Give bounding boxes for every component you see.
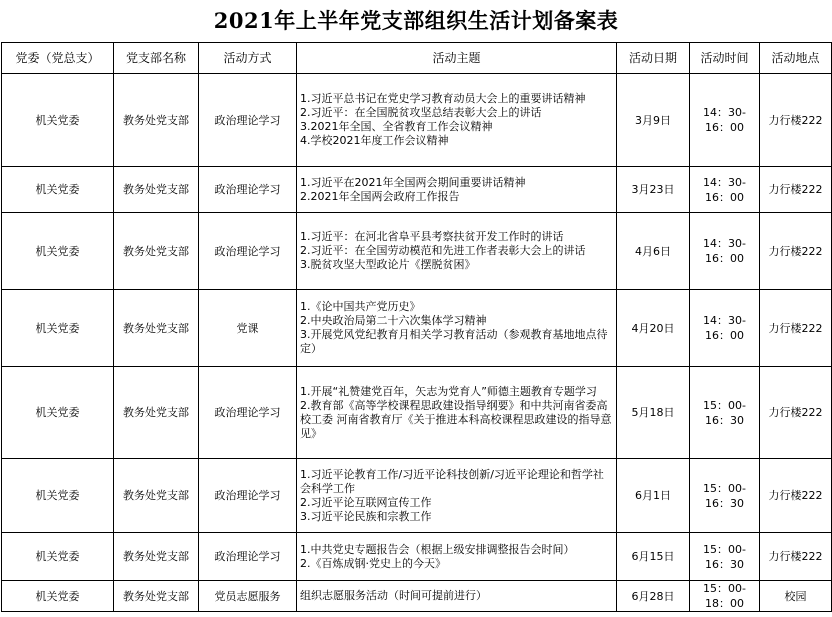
header-date: 活动日期 <box>617 43 690 74</box>
topic-item: 1.中共党史专题报告会（根据上级安排调整报告会时间） <box>300 542 575 556</box>
topic-item: 2.《百炼成钢·党史上的今天》 <box>300 556 446 570</box>
topic-cell <box>297 367 617 459</box>
committee-cell: 机关党委 <box>2 167 114 213</box>
committee-cell: 机关党委 <box>2 213 114 290</box>
topic-item: 2.习近平：在全国劳动模范和先进工作者表彰大会上的讲话 <box>300 244 586 257</box>
place-cell: 校园 <box>760 581 832 612</box>
header-row <box>2 43 832 74</box>
header-place: 活动地点 <box>760 43 832 74</box>
table-row <box>2 290 832 367</box>
place-cell: 力行楼222 <box>760 459 832 533</box>
topic-item: 3.脱贫攻坚大型政论片《摆脱贫困》 <box>300 258 476 271</box>
method-cell: 政治理论学习 <box>199 533 297 581</box>
place-cell: 力行楼222 <box>760 533 832 581</box>
topic-item: 3.开展党风党纪教育月相关学习教育活动（参观教育基地地点待定） <box>300 328 608 355</box>
time-cell: 14：30-16：00 <box>690 213 760 290</box>
time-cell: 15：00-18：00 <box>690 581 760 612</box>
topic-cell <box>297 533 617 581</box>
table-row <box>2 459 832 533</box>
date-cell: 3月23日 <box>617 167 690 213</box>
branch-cell: 教务处党支部 <box>114 167 199 213</box>
topic-item: 3.2021年全国、全省教育工作会议精神 <box>300 120 493 133</box>
topic-item: 3.习近平论民族和宗教工作 <box>300 509 432 523</box>
date-cell: 4月20日 <box>617 290 690 367</box>
method-cell: 党课 <box>199 290 297 367</box>
committee-cell: 机关党委 <box>2 367 114 459</box>
header-committee: 党委（党总支） <box>2 43 114 74</box>
branch-cell: 教务处党支部 <box>114 533 199 581</box>
topic-cell <box>297 290 617 367</box>
committee-cell: 机关党委 <box>2 74 114 167</box>
method-cell: 政治理论学习 <box>199 213 297 290</box>
time-cell: 14：30-16：00 <box>690 290 760 367</box>
topic-item: 2.习近平：在全国脱贫攻坚总结表彰大会上的讲话 <box>300 106 542 119</box>
topic-item: 1.开展“礼赞建党百年，矢志为党育人”师德主题教育专题学习 <box>300 384 597 398</box>
place-cell: 力行楼222 <box>760 213 832 290</box>
place-cell: 力行楼222 <box>760 74 832 167</box>
topic-item: 1.习近平在2021年全国两会期间重要讲话精神 <box>300 175 526 189</box>
table-row <box>2 367 832 459</box>
committee-cell: 机关党委 <box>2 581 114 612</box>
place-cell: 力行楼222 <box>760 167 832 213</box>
date-cell: 4月6日 <box>617 213 690 290</box>
topic-item: 2.2021年全国两会政府工作报告 <box>300 189 460 203</box>
page-title: 2021年上半年党支部组织生活计划备案表 <box>213 8 619 33</box>
topic-item: 1.《论中国共产党历史》 <box>300 300 421 313</box>
topic-item: 1.习近平：在河北省阜平县考察扶贫开发工作时的讲话 <box>300 230 564 243</box>
branch-cell: 教务处党支部 <box>114 581 199 612</box>
date-cell: 6月28日 <box>617 581 690 612</box>
time-cell: 15：00-16：30 <box>690 459 760 533</box>
topic-cell <box>297 459 617 533</box>
method-cell: 政治理论学习 <box>199 74 297 167</box>
method-cell: 政治理论学习 <box>199 459 297 533</box>
topic-cell <box>297 74 617 167</box>
date-cell: 6月15日 <box>617 533 690 581</box>
topic-item: 2.习近平论互联网宣传工作 <box>300 495 432 509</box>
date-cell: 3月9日 <box>617 74 690 167</box>
topic-item: 组织志愿服务活动（时间可提前进行） <box>300 589 487 602</box>
table-row <box>2 581 832 612</box>
topic-item: 1.习近平总书记在党史学习教育动员大会上的重要讲话精神 <box>300 92 586 105</box>
table-body <box>2 74 832 612</box>
method-cell: 政治理论学习 <box>199 367 297 459</box>
committee-cell: 机关党委 <box>2 459 114 533</box>
committee-cell: 机关党委 <box>2 533 114 581</box>
table-row <box>2 213 832 290</box>
topic-item: 2.中央政治局第二十六次集体学习精神 <box>300 314 487 327</box>
place-cell: 力行楼222 <box>760 367 832 459</box>
time-cell: 15：00-16：30 <box>690 367 760 459</box>
header-topic: 活动主题 <box>297 43 617 74</box>
header-branch: 党支部名称 <box>114 43 199 74</box>
header-method: 活动方式 <box>199 43 297 74</box>
table-row <box>2 533 832 581</box>
plan-table <box>1 42 832 612</box>
table-row <box>2 167 832 213</box>
topic-item: 4.学校2021年度工作会议精神 <box>300 134 449 147</box>
branch-cell: 教务处党支部 <box>114 74 199 167</box>
branch-cell: 教务处党支部 <box>114 213 199 290</box>
method-cell: 党员志愿服务 <box>199 581 297 612</box>
branch-cell: 教务处党支部 <box>114 459 199 533</box>
branch-cell: 教务处党支部 <box>114 290 199 367</box>
place-cell: 力行楼222 <box>760 290 832 367</box>
time-cell: 14：30-16：00 <box>690 74 760 167</box>
topic-cell <box>297 213 617 290</box>
method-cell: 政治理论学习 <box>199 167 297 213</box>
topic-item: 2.教育部《高等学校课程思政建设指导纲要》和中共河南省委高校工委 河南省教育厅《关于推进本科高校课程思政建设的指导意见》 <box>300 398 612 440</box>
time-cell: 15：00-16：30 <box>690 533 760 581</box>
header-time: 活动时间 <box>690 43 760 74</box>
time-cell: 14：30-16：00 <box>690 167 760 213</box>
topic-cell <box>297 167 617 213</box>
committee-cell: 机关党委 <box>2 290 114 367</box>
table-row <box>2 74 832 167</box>
topic-cell <box>297 581 617 612</box>
date-cell: 6月1日 <box>617 459 690 533</box>
date-cell: 5月18日 <box>617 367 690 459</box>
topic-item: 1.习近平论教育工作/习近平论科技创新/习近平论理论和哲学社会科学工作 <box>300 467 604 495</box>
branch-cell: 教务处党支部 <box>114 367 199 459</box>
